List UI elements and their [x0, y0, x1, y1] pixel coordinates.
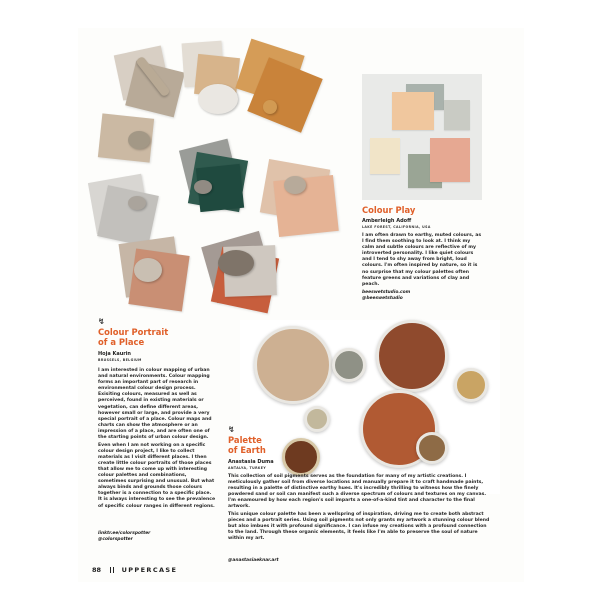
pigment-bowl [376, 320, 448, 392]
colour-portrait-title [98, 328, 168, 347]
colour-play-body [362, 233, 484, 289]
colour-play-author: Amberleigh Adoff [362, 218, 412, 224]
colour-portrait-paragraph-2: Even when I am not working on a specific colour design project, I like to collect materials as I visit different places. I then create little colour portraits of those places that allow me to come up with interesting colour palettes and combinations, sometimes surprising and unusual. But what always binds and grounds those colours together is a connection to a specific place. It is always interesting to see the prevalence of specific colour ranges in different regions. [98, 442, 216, 509]
colour-portrait-website: linktr.ee/colorspotter [98, 531, 151, 536]
colour-play-title: Colour Play [362, 205, 416, 215]
colour-portrait-location: BRUSSELS, BELGIUM [98, 358, 142, 362]
colour-play-website: beeswetstudio.com [362, 290, 411, 295]
palette-earth-title-line: Palette [228, 435, 262, 445]
pigment-bowl [282, 438, 320, 476]
swatch [370, 138, 400, 174]
palette-earth-location: ANTALYA, TURKEY [228, 466, 267, 470]
colour-play-location: LAKE FOREST, CALIFORNIA, USA [362, 225, 431, 229]
colour-portrait-body [98, 368, 216, 511]
arrow-down-icon: ↯ [228, 425, 235, 434]
stone [134, 258, 162, 282]
page-number: 88 [92, 566, 102, 574]
colour-portrait-instagram: @colorspotter [98, 537, 133, 542]
palette-earth-title-line: of Earth [228, 444, 266, 455]
pigment-bowl [332, 348, 366, 382]
stone [194, 180, 212, 194]
stone [218, 250, 254, 276]
page-folio [92, 566, 177, 574]
stone [263, 100, 277, 114]
palette-earth-instagram: @anastasiaeknar.art [228, 558, 279, 563]
colour-portrait-author: Hoja Kaurin [98, 351, 131, 357]
stone [128, 196, 146, 210]
colour-play-paragraph: I am often drawn to earthy, muted colours, as I find them soothing to look at. I think my calm and subtle colours are reflective of my introverted personality. I like quiet colours and I tend to shy away from bright, loud colours. I'm often inspired by nature, so it is no surprise that my colour palettes often feature greens and variations of clay and peach. [362, 233, 482, 287]
arrow-down-icon: ↯ [98, 317, 105, 326]
publication-name: UPPERCASE [121, 566, 178, 574]
colour-portrait-title-line: of a Place [98, 336, 145, 347]
palette-earth-paragraph-2: This unique colour palette has been a wellspring of inspiration, driving me to create both abstract pieces and a portrait series. Using soil pigments not only grants my artwork a stunning colour blend but also imbues it with profound significance. I can infuse my creations with a profound connection to the land. Through these organic elements, it feels like I'm able to preserve the soul of nature within my art. [228, 512, 490, 542]
earth-pigments-photo [240, 320, 500, 494]
stone [128, 131, 150, 149]
colour-play-instagram: @beeswetstudio [362, 296, 403, 301]
swatch [392, 92, 434, 130]
swatch [444, 100, 470, 130]
palette-earth-title [228, 436, 266, 455]
palette-earth-paragraph-1: This collection of soil pigments serves as the foundation for many of my artistic creations. I meticulously gather soil from diverse locations and manually prepare it to craft handmade paints, resulting in a palette of distinctive earthy hues. It's incredibly thrilling to witness how the finely powdered sand or soil can manifest such a diverse spectrum of colours and textures on my canvas. I'm enamoured by how each region's soil imparts a one-of-a-kind tint and character to the final artwork. [228, 474, 487, 510]
stone [198, 84, 238, 114]
colour-portrait-paragraph-1: I am interested in colour mapping of urban and natural environments. Colour mapping forms an important part of research in environmental colour design process. Exisiting colours, measured as well as perceived, found in existing materials or vegetation, can define different areas, however small or large, and provide a very special portrait of a place. Colour maps and charts can show the atmosphere or an impression of a place, and are often one of the starting points of urban colour design. [98, 368, 212, 441]
pigment-bowl [454, 368, 488, 402]
colour-portrait-title-line: Colour Portrait [98, 327, 169, 337]
palette-earth-body [228, 474, 492, 544]
palette-earth-author: Anastasia Duma [228, 459, 274, 465]
colour-play-photo [362, 74, 482, 200]
stone [284, 176, 306, 194]
swatch [125, 61, 185, 118]
swatch [97, 185, 159, 247]
pigment-bowl [254, 326, 332, 404]
swatch [128, 249, 189, 312]
magazine-page [78, 28, 524, 582]
pigment-bowl [304, 406, 330, 432]
pigment-bowl [416, 432, 448, 464]
swatch [430, 138, 470, 182]
folio-divider [109, 566, 115, 574]
